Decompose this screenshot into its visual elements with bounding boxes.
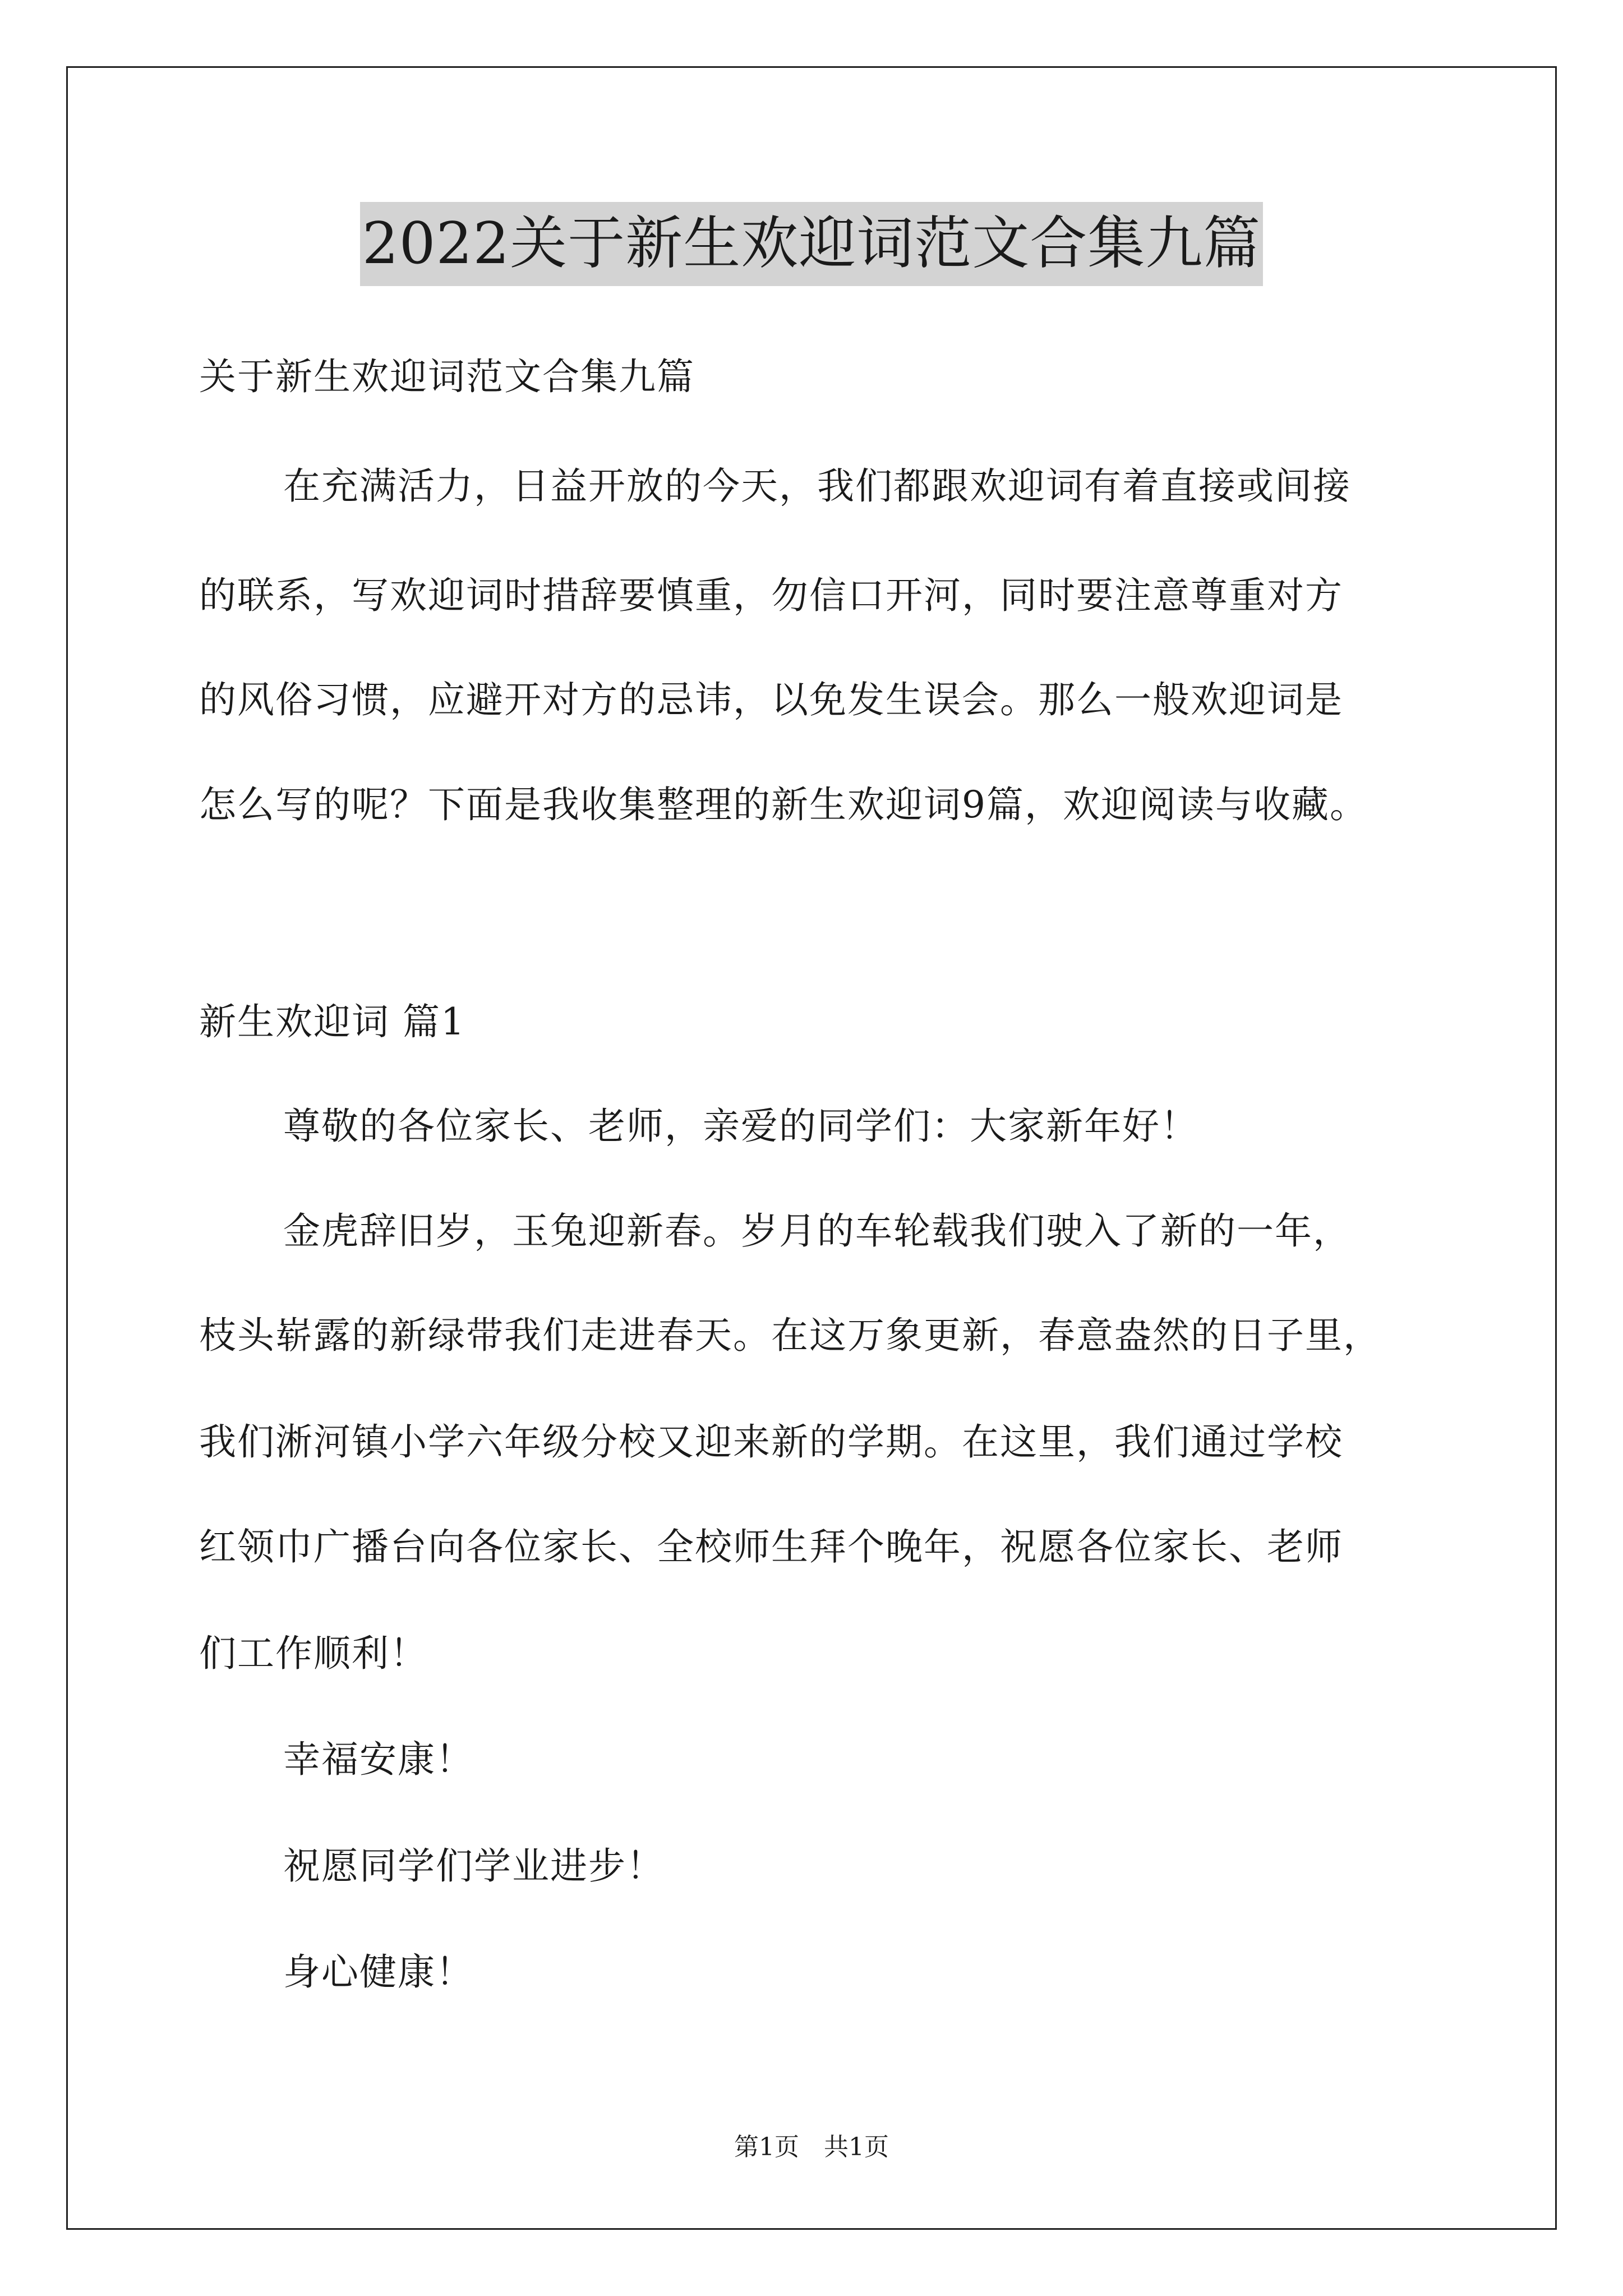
document-subtitle: 关于新生欢迎词范文合集九篇 [199,355,695,398]
body-line-5: 红领巾广播台向各位家长、全校师生拜个晚年，祝愿各位家长、老师 [199,1525,1343,1568]
intro-line-2: 的联系，写欢迎词时措辞要慎重，勿信口开河，同时要注意尊重对方 [199,574,1343,617]
body-line-7: 幸福安康！ [283,1738,474,1781]
body-line-6: 们工作顺利！ [199,1632,428,1675]
title-container [0,202,1623,286]
body-line-9: 身心健康！ [283,1950,474,1994]
intro-line-3: 的风俗习惯，应避开对方的忌讳，以免发生误会。那么一般欢迎词是 [199,678,1343,721]
intro-line-4: 怎么写的呢？下面是我收集整理的新生欢迎词9篇，欢迎阅读与收藏。 [199,783,1368,826]
body-line-4: 我们淅河镇小学六年级分校又迎来新的学期。在这里，我们通过学校 [199,1420,1343,1464]
body-line-2: 金虎辞旧岁，玉兔迎新春。岁月的车轮载我们驶入了新的一年， [283,1209,1351,1253]
body-line-1: 尊敬的各位家长、老师，亲爱的同学们：大家新年好！ [283,1105,1198,1148]
body-line-8: 祝愿同学们学业进步！ [283,1844,665,1888]
page-footer: 第1页 共1页 [734,2133,889,2161]
intro-line-1: 在充满活力，日益开放的今天，我们都跟欢迎词有着直接或间接 [283,464,1351,508]
document-title: 2022关于新生欢迎词范文合集九篇 [360,202,1264,286]
body-line-3: 枝头崭露的新绿带我们走进春天。在这万象更新，春意盎然的日子里， [199,1314,1381,1357]
section-heading: 新生欢迎词 篇1 [199,1000,465,1043]
